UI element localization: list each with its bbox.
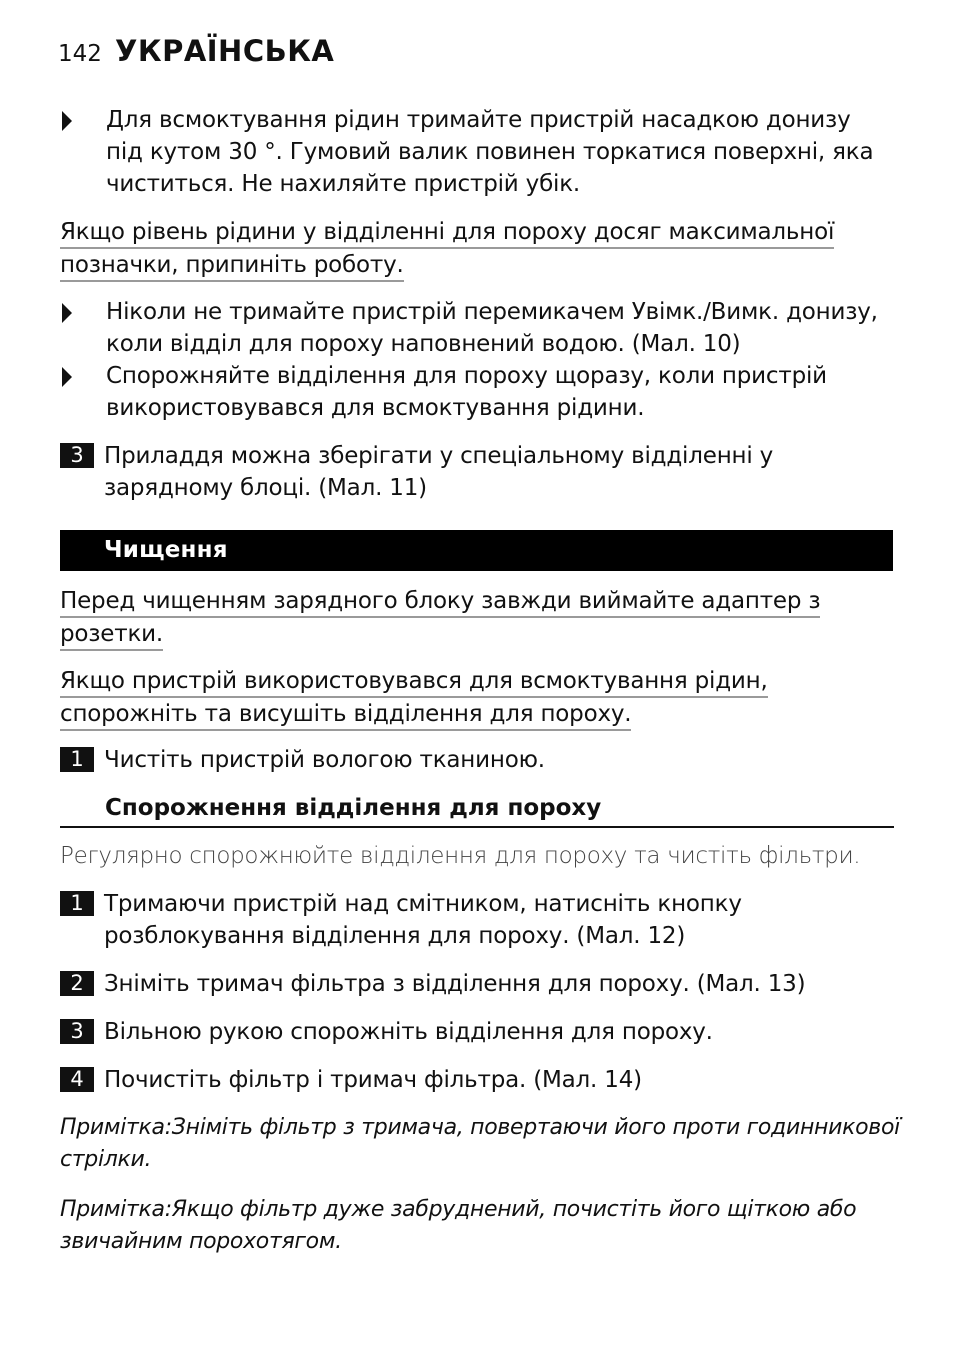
step-item bbox=[60, 968, 894, 1000]
bullet-item bbox=[62, 360, 892, 424]
step-item bbox=[60, 1016, 894, 1048]
step-number: 1 bbox=[60, 747, 94, 772]
warning-line: Якщо пристрій використовувався для всмоктування рідин, bbox=[60, 666, 768, 698]
language-title: УКРАЇНСЬКА bbox=[115, 34, 335, 68]
section-heading-bar bbox=[60, 530, 893, 571]
warning-paragraph bbox=[60, 665, 768, 731]
step-number: 3 bbox=[60, 1019, 94, 1044]
subsection-heading bbox=[60, 790, 894, 828]
step-item bbox=[60, 1064, 894, 1096]
note: Примітка:Якщо фільтр дуже забруднений, почистіть його щіткою або звичайним порохотягом. bbox=[60, 1197, 857, 1254]
step-text: Чистіть пристрій вологою тканиною. bbox=[104, 747, 545, 773]
warning-line: спорожніть та висушіть відділення для пороху. bbox=[60, 699, 631, 731]
bullet-icon bbox=[62, 111, 72, 131]
step-text: Зніміть тримач фільтра з відділення для пороху. (Мал. 13) bbox=[104, 971, 806, 997]
subsection-title: Спорожнення відділення для пороху bbox=[105, 795, 602, 821]
step-item bbox=[60, 744, 894, 776]
step-item bbox=[60, 888, 894, 952]
note: Примітка:Зніміть фільтр з тримача, повертаючи його проти годинникової стрілки. bbox=[60, 1115, 900, 1172]
bullet-icon bbox=[62, 303, 72, 323]
warning-line: Якщо рівень рідини у відділенні для пороху досяг максимальної bbox=[60, 217, 834, 249]
warning-line: Перед чищенням зарядного блоку завжди виймайте адаптер з bbox=[60, 586, 820, 618]
bullet-icon bbox=[62, 367, 72, 387]
step-number: 1 bbox=[60, 891, 94, 916]
page-number: 142 bbox=[58, 41, 102, 67]
warning-line: позначки, припиніть роботу. bbox=[60, 250, 404, 282]
warning-paragraph bbox=[60, 216, 834, 282]
bullet-text: Спорожняйте відділення для пороху щоразу, коли пристрій використовувався для всмоктування рідини. bbox=[106, 363, 827, 421]
bullet-text: Ніколи не тримайте пристрій перемикачем Увімк./Вимк. донизу, коли відділ для пороху наповнений водою. (Мал. 10) bbox=[106, 299, 878, 357]
step-number: 3 bbox=[60, 443, 94, 468]
bullet-item bbox=[62, 296, 892, 360]
step-text: Тримаючи пристрій над смітником, натисніть кнопку розблокування відділення для пороху. (Мал. 12) bbox=[104, 891, 742, 949]
subsection-intro: Регулярно спорожнюйте відділення для пороху та чистіть фільтри. bbox=[60, 843, 861, 869]
warning-paragraph bbox=[60, 585, 820, 651]
step-text: Почистіть фільтр і тримач фільтра. (Мал. 14) bbox=[104, 1067, 642, 1093]
step-item bbox=[60, 440, 894, 504]
step-text: Приладдя можна зберігати у спеціальному відділенні у зарядному блоці. (Мал. 11) bbox=[104, 443, 774, 501]
step-number: 2 bbox=[60, 971, 94, 996]
bullet-text: Для всмоктування рідин тримайте пристрій насадкою донизу під кутом 30 °. Гумовий валик повинен торкатися поверхні, яка чиститься. Не нахиляйте пристрій убік. bbox=[106, 107, 874, 197]
section-title: Чищення bbox=[104, 537, 228, 563]
step-number: 4 bbox=[60, 1067, 94, 1092]
page-header bbox=[58, 34, 334, 68]
bullet-item bbox=[62, 104, 892, 200]
warning-line: розетки. bbox=[60, 619, 163, 651]
step-text: Вільною рукою спорожніть відділення для пороху. bbox=[104, 1019, 713, 1045]
